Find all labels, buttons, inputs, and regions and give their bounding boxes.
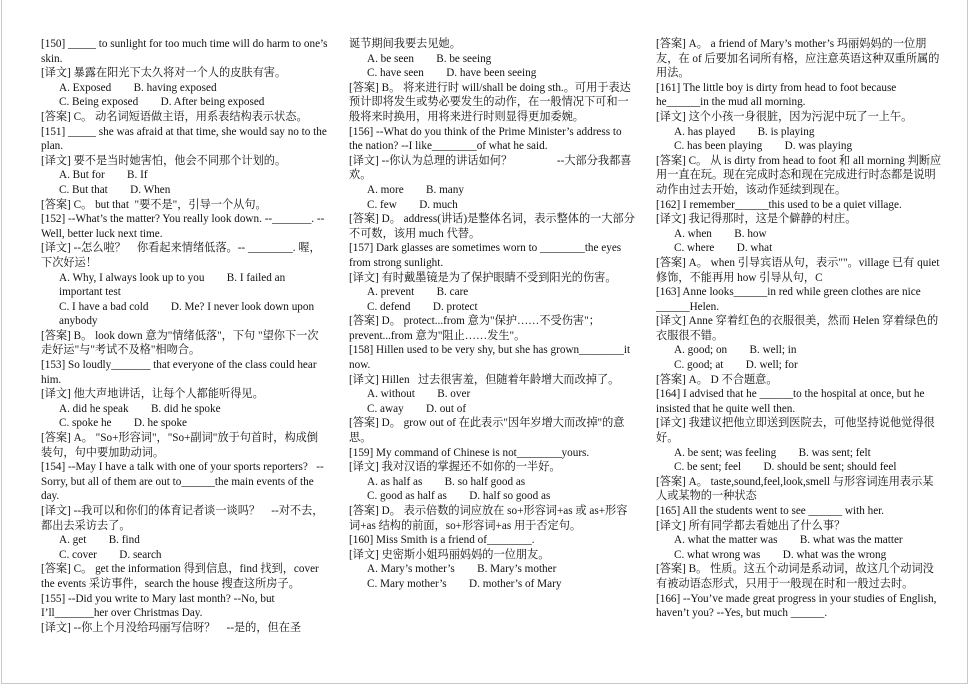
options-line: A. get B. find: [59, 534, 140, 547]
answer-explanation: [答案] A。 taste,sound,feel,look,smell 与形容词连用表示某人或某物的一种状态: [656, 475, 934, 503]
options-line: C. good; at D. well; for: [674, 359, 798, 372]
text-column-3: [656, 37, 944, 621]
question-text: [152] --What’s the matter? You really look down. --_______. --Well, better luck next time.: [41, 213, 325, 240]
options-line: C. Being exposed D. After being exposed: [59, 96, 265, 109]
options-line: A. as half as B. so half good as: [367, 475, 526, 488]
options-line: C. few D. much: [367, 198, 458, 211]
question-text: [157] Dark glasses are sometimes worn to ________the eyes from strong sunlight.: [349, 242, 624, 269]
options-line: A. without B. over: [367, 388, 471, 401]
question-text: [151] _____ she was afraid at that time, she would say no to the plan.: [41, 125, 330, 153]
options-line: A. Mary’s mother’s B. Mary’s mother: [367, 563, 557, 576]
translation-text: [译文] 我记得那时，这是个僻静的村庄。: [656, 213, 857, 226]
translation-text: [译文] 要不是当时她害怕，他会不同那个计划的。: [41, 154, 287, 167]
options-line: C. away D. out of: [367, 402, 467, 415]
options-line: C. defend D. protect: [367, 300, 478, 313]
answer-explanation: [答案] B。 将来进行时 will/shall be doing sth.。可用于表达预计即将发生或势必要发生的动作，在一般情况下可和一般将来时换用，用将来进行时则显得更加委婉。: [349, 81, 631, 123]
answer-explanation: [答案] A。 "So+形容词"，"So+副词"放于句首时，构成倒装句，句中要加助动词。: [41, 432, 319, 459]
translation-text: [译文] --你认为总理的讲话如何？ --大部分我都喜欢。: [349, 154, 632, 182]
translation-text: [译文] 我建议把他立即送到医院去，可他坚持说他觉得很好。: [656, 417, 935, 445]
options-line: A. be sent; was feeling B. was sent; felt: [674, 446, 871, 459]
translation-text: [译文] --我可以和你们的体育记者谈一谈吗？ --对不去，都出去采访去了。: [41, 505, 324, 532]
translation-text: [译文] 暴露在阳光下太久将对一个人的皮肤有害。: [41, 67, 287, 80]
options-line: A. what the matter was B. what was the matter: [674, 534, 903, 547]
question-text: [158] Hillen used to be very shy, but she has grown________it now.: [349, 344, 633, 372]
answer-explanation: [答案] C。 but that "要不是"，引导一个从句。: [41, 198, 267, 211]
question-text: [159] My command of Chinese is not________yours.: [349, 446, 590, 459]
options-line: C. Mary mother’s D. mother’s of Mary: [367, 577, 562, 590]
options-line: A. did he speak B. did he spoke: [59, 402, 221, 415]
answer-explanation: [答案] C。 get the information 得到信息，find 找到，cover the events 采访事件，search the house 搜查这所房子。: [41, 563, 322, 590]
options-line: A. prevent B. care: [367, 286, 469, 299]
options-line: A. be seen B. be seeing: [367, 52, 492, 65]
options-line: A. when B. how: [674, 227, 767, 240]
question-text: [162] I remember______this used to be a quiet village.: [656, 198, 902, 211]
answer-explanation: [答案] A。 when 引导宾语从句，表示""。village 已有 quiet 修饰，不能再用 how 引导从句，C: [656, 256, 943, 284]
translation-text: [译文] 史密斯小姐玛丽妈妈的一位朋友。: [349, 548, 550, 561]
options-line: C. have seen D. have been seeing: [367, 67, 537, 80]
answer-explanation: [答案] C。 从 is dirty from head to foot 和 all morning 判断应用一直在玩。现在完成时态和现在完成进行时态都是说明动作由过去开始，该动作延续到现在。: [656, 154, 942, 196]
translation-text: [译文] --怎么啦？ 你看起来情绪低落。-- ________. 喔，下次好运！: [41, 242, 321, 269]
question-text: [163] Anne looks______in red while green clothes are nice ______Helen.: [656, 286, 924, 313]
options-line: C. But that D. When: [59, 183, 171, 196]
translation-text: [译文] 所有同学都去看她出了什么事？: [656, 519, 846, 532]
translation-text: 诞节期间我要去见她。: [349, 38, 461, 50]
options-line: C. cover D. search: [59, 548, 162, 561]
text-column-1: [41, 37, 329, 635]
text-column-2: [349, 37, 637, 592]
options-line: A. Exposed B. having exposed: [59, 81, 217, 94]
translation-text: [译文] 有时戴墨镜是为了保护眼睛不受到阳光的伤害。: [349, 271, 617, 284]
document-page: [1, 0, 968, 684]
answer-explanation: [答案] D。 protect...from 意为"保护……不受伤害"；prevent...from 意为"阻止……发生"。: [349, 315, 600, 342]
answer-explanation: [答案] A。 a friend of Mary’s mother’s 玛丽妈妈的一位朋友，在 of 后要加名词所有格，应注意英语这种双重所属的用法。: [656, 38, 940, 80]
question-text: [150] _____ to sunlight for too much time will do harm to one’s skin.: [41, 38, 331, 65]
answer-explanation: [答案] D。 address(讲话)是整体名词，表示整体的一大部分不可数，该用 much 代替。: [349, 213, 635, 240]
options-line: A. But for B. If: [59, 169, 148, 182]
translation-text: [译文] Anne 穿着红色的衣服很美，然而 Helen 穿着绿色的衣服很不错。: [656, 315, 939, 342]
translation-text: [译文] Hillen 过去很害羞，但随着年龄增大而改掉了。: [349, 373, 620, 386]
question-text: [154] --May I have a talk with one of your sports reporters? --Sorry, but all of them are out to______the main events of the day.: [41, 461, 324, 503]
options-line: A. good; on B. well; in: [674, 344, 797, 357]
options-line: C. be sent; feel D. should be sent; should feel: [674, 461, 897, 474]
options-line: C. what wrong was D. what was the wrong: [674, 548, 887, 561]
translation-text: [译文] 这个小孩一身很脏，因为污泥中玩了一上午。: [656, 110, 913, 123]
question-text: [166] --You’ve made great progress in your studies of English, haven’t you? --Yes, but much ______.: [656, 592, 940, 620]
translation-text: [译文] 我对汉语的掌握还不如你的一半好。: [349, 461, 561, 474]
options-line: C. spoke he D. he spoke: [59, 417, 188, 430]
options-line: C. good as half as D. half so good as: [367, 490, 551, 503]
answer-explanation: [答案] D。 grow out of 在此表示"因年岁增大而改掉"的意思。: [349, 417, 625, 445]
options-line: A. Why, I always look up to you B. I failed an important test: [59, 271, 288, 299]
answer-explanation: [答案] B。 性质。这五个动词是系动词，故这几个动词没有被动语态形式，只用于一般现在时和一般过去时。: [656, 563, 934, 590]
options-line: C. has been playing D. was playing: [674, 140, 853, 153]
answer-explanation: [答案] B。 look down 意为"情绪低落"，下句 "望你下一次走好运"与"考试不及格"相吻合。: [41, 329, 319, 357]
options-line: A. has played B. is playing: [674, 125, 815, 138]
question-text: [153] So loudly_______ that everyone of the class could hear him.: [41, 359, 320, 386]
answer-explanation: [答案] A。 D 不合题意。: [656, 373, 778, 386]
question-text: [160] Miss Smith is a friend of________.: [349, 534, 535, 547]
question-text: [155] --Did you write to Mary last month? --No, but I’ll_______her over Christmas Day.: [41, 592, 278, 620]
question-text: [165] All the students went to see ______ with her.: [656, 505, 885, 517]
options-line: C. I have a bad cold D. Me? I never look down upon anybody: [59, 300, 317, 328]
translation-text: [译文] 他大声地讲话，让每个人都能听得见。: [41, 388, 264, 401]
question-text: [164] I advised that he ______to the hospital at once, but he insisted that he quite well then.: [656, 388, 928, 415]
options-line: C. where D. what: [674, 242, 773, 255]
answer-explanation: [答案] D。 表示倍数的词应放在 so+形容词+as 或 as+形容词+as 结构的前面，so+形容词+as 用于否定句。: [349, 505, 628, 532]
answer-explanation: [答案] C。 动名词短语做主语，用系表结构表示状态。: [41, 110, 308, 123]
question-text: [161] The little boy is dirty from head to foot because he______in the mud all morning.: [656, 81, 900, 109]
translation-text: [译文] --你上个月没给玛丽写信呀？ --是的，但在圣: [41, 621, 302, 634]
question-text: [156] --What do you think of the Prime Minister’s address to the nation? --I like________of what he said.: [349, 125, 625, 153]
options-line: A. more B. many: [367, 183, 464, 196]
